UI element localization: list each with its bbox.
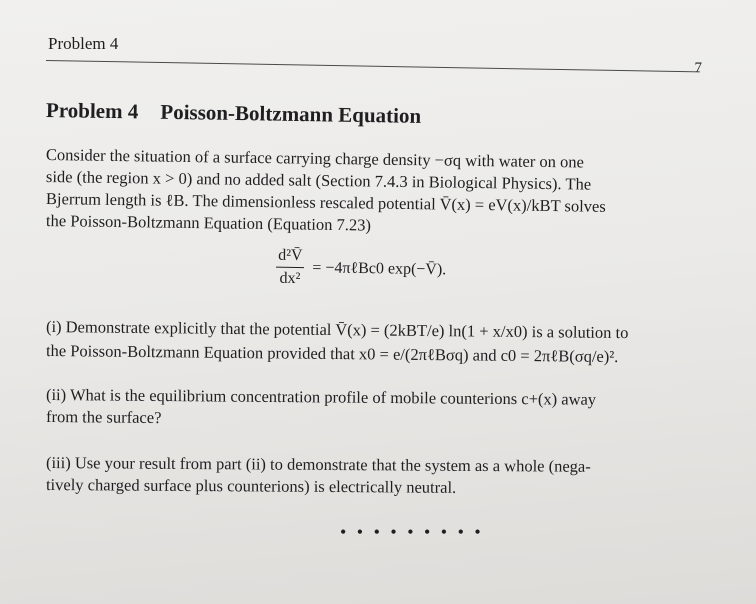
problem-title: Poisson-Boltzmann Equation: [160, 99, 422, 128]
header-rule: [46, 60, 700, 72]
equation-rhs: = −4πℓBc0 exp(−V̄).: [312, 258, 447, 278]
poisson-boltzmann-equation: [276, 247, 447, 291]
part-i-line-2: the Poisson-Boltzmann Equation provided that x0 = e/(2πℓBσq) and c0 = 2πℓB(σq/e)².: [45, 341, 619, 366]
equation-lhs-fraction: [276, 247, 305, 288]
intro-line-1: Consider the situation of a surface carrying charge density −σq with water on one: [45, 145, 585, 172]
part-i-line-1: (i) Demonstrate explicitly that the potential V̄(x) = (2kBT/e) ln(1 + x/x0) is a solution to: [45, 317, 629, 343]
equation-lhs-numerator: d²V̄: [276, 247, 305, 268]
part-ii-line-2: from the surface?: [45, 407, 162, 428]
problem-heading: [46, 98, 422, 129]
part-iii-line-1: (iii) Use your result from part (ii) to demonstrate that the system as a whole (nega-: [45, 453, 591, 476]
part-iii-line-2: tively charged surface plus counterions) is electrically neutral.: [45, 475, 457, 497]
equation-lhs-denominator: dx²: [279, 269, 301, 288]
end-marker-dots: • • • • • • • • •: [340, 522, 484, 542]
intro-line-2: side (the region x > 0) and no added salt (Section 7.4.3 in Biological Physics). The: [45, 167, 592, 194]
page-header-title: Problem 4: [48, 34, 119, 53]
part-ii-line-1: (ii) What is the equilibrium concentration profile of mobile counterions c+(x) away: [45, 385, 597, 409]
intro-line-4: the Poisson-Boltzmann Equation (Equation 7.23): [45, 211, 372, 235]
problem-label: Problem 4: [45, 98, 139, 124]
page-number: 7: [694, 60, 702, 76]
intro-line-3: Bjerrum length is ℓB. The dimensionless rescaled potential V̄(x) = eV(x)/kBT solves: [45, 189, 606, 216]
